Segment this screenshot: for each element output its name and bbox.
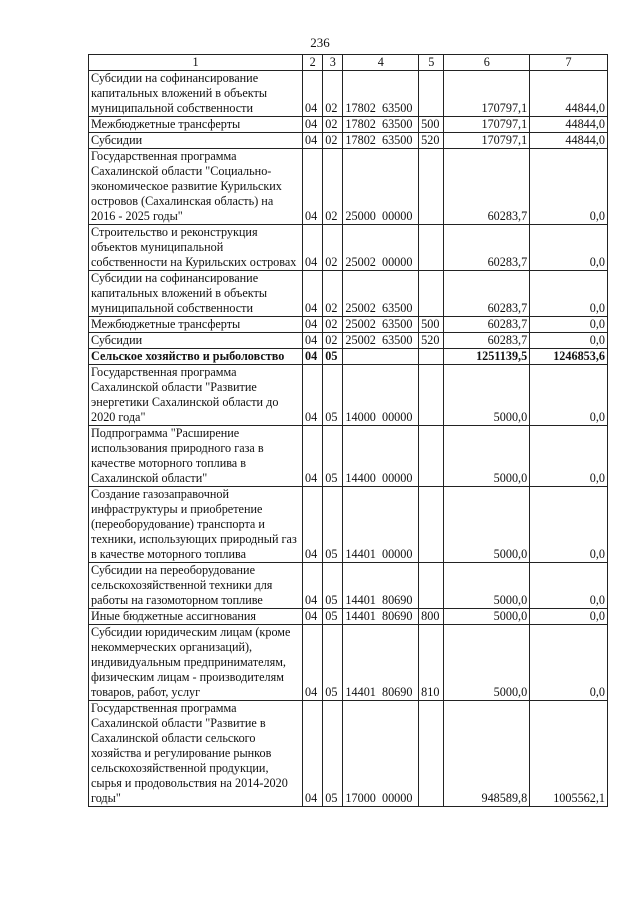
section-code: 04: [303, 349, 323, 365]
target-article-code: 17802 63500: [343, 133, 419, 149]
row-name: Субсидии на софинансирование капитальных вложений в объекты муниципальной собственности: [89, 71, 303, 117]
subsection-code: 02: [323, 271, 343, 317]
amount-year-2: 44844,0: [530, 117, 608, 133]
row-name: Субсидии на переоборудование сельскохозяйственной техники для работы на газомоторном топливе: [89, 563, 303, 609]
expense-type-code: [419, 426, 444, 487]
section-code: 04: [303, 365, 323, 426]
section-code: 04: [303, 317, 323, 333]
header-cell: 2: [303, 55, 323, 71]
table-row: [89, 271, 608, 317]
expense-type-code: 800: [419, 609, 444, 625]
table-row: [89, 563, 608, 609]
expense-type-code: 520: [419, 333, 444, 349]
header-cell: 7: [530, 55, 608, 71]
target-article-code: 25002 00000: [343, 225, 419, 271]
target-article-code: 17000 00000: [343, 701, 419, 807]
table-row: [89, 349, 608, 365]
row-name: Государственная программа Сахалинской области "Развитие в Сахалинской области сельского хозяйства и регулирование рынков сельскохозяйственной продукции, сырья и продовольствия на 2014-2020 годы": [89, 701, 303, 807]
amount-year-1: 60283,7: [444, 333, 530, 349]
table-row: [89, 625, 608, 701]
row-name: Иные бюджетные ассигнования: [89, 609, 303, 625]
section-code: 04: [303, 71, 323, 117]
subsection-code: 02: [323, 317, 343, 333]
subsection-code: 05: [323, 609, 343, 625]
header-cell: 1: [89, 55, 303, 71]
amount-year-1: 170797,1: [444, 71, 530, 117]
amount-year-1: 5000,0: [444, 563, 530, 609]
amount-year-2: 0,0: [530, 149, 608, 225]
expense-type-code: [419, 365, 444, 426]
subsection-code: 05: [323, 365, 343, 426]
amount-year-2: 1246853,6: [530, 349, 608, 365]
row-name: Государственная программа Сахалинской области "Развитие энергетики Сахалинской области до 2020 года": [89, 365, 303, 426]
amount-year-1: 60283,7: [444, 225, 530, 271]
amount-year-2: 0,0: [530, 609, 608, 625]
subsection-code: 05: [323, 487, 343, 563]
amount-year-1: 60283,7: [444, 149, 530, 225]
amount-year-2: 0,0: [530, 563, 608, 609]
expense-type-code: [419, 71, 444, 117]
amount-year-1: 60283,7: [444, 317, 530, 333]
target-article-code: 14401 80690: [343, 563, 419, 609]
table-row: [89, 133, 608, 149]
row-name: Субсидии на софинансирование капитальных вложений в объекты муниципальной собственности: [89, 271, 303, 317]
amount-year-2: 44844,0: [530, 71, 608, 117]
amount-year-2: 0,0: [530, 487, 608, 563]
amount-year-1: 170797,1: [444, 133, 530, 149]
amount-year-1: 948589,8: [444, 701, 530, 807]
section-code: 04: [303, 117, 323, 133]
header-cell: 4: [343, 55, 419, 71]
amount-year-1: 5000,0: [444, 426, 530, 487]
expense-type-code: [419, 487, 444, 563]
expense-type-code: 520: [419, 133, 444, 149]
section-code: 04: [303, 271, 323, 317]
section-code: 04: [303, 487, 323, 563]
amount-year-2: 0,0: [530, 271, 608, 317]
subsection-code: 02: [323, 71, 343, 117]
row-name: Сельское хозяйство и рыболовство: [89, 349, 303, 365]
expense-type-code: [419, 701, 444, 807]
page-number: 236: [310, 35, 330, 50]
section-code: 04: [303, 563, 323, 609]
subsection-code: 05: [323, 563, 343, 609]
row-name: Субсидии юридическим лицам (кроме некоммерческих организаций), индивидуальным предпринимателям, физическим лицам - производителям товаров, работ, услуг: [89, 625, 303, 701]
amount-year-1: 60283,7: [444, 271, 530, 317]
target-article-code: 25002 63500: [343, 271, 419, 317]
row-name: Государственная программа Сахалинской области "Социально-экономическое развитие Курильских островов (Сахалинская область) на 2016 - 2025 годы": [89, 149, 303, 225]
expense-type-code: [419, 563, 444, 609]
table-body: [89, 71, 608, 807]
row-name: Субсидии: [89, 133, 303, 149]
target-article-code: 14000 00000: [343, 365, 419, 426]
amount-year-2: 44844,0: [530, 133, 608, 149]
amount-year-1: 1251139,5: [444, 349, 530, 365]
section-code: 04: [303, 225, 323, 271]
subsection-code: 02: [323, 133, 343, 149]
target-article-code: 17802 63500: [343, 71, 419, 117]
header-cell: 3: [323, 55, 343, 71]
section-code: 04: [303, 133, 323, 149]
section-code: 04: [303, 625, 323, 701]
amount-year-2: 0,0: [530, 333, 608, 349]
table-row: [89, 117, 608, 133]
target-article-code: 14401 80690: [343, 609, 419, 625]
expense-type-code: [419, 271, 444, 317]
table-row: [89, 333, 608, 349]
section-code: 04: [303, 333, 323, 349]
amount-year-2: 0,0: [530, 625, 608, 701]
target-article-code: 17802 63500: [343, 117, 419, 133]
target-article-code: 25002 63500: [343, 317, 419, 333]
amount-year-1: 170797,1: [444, 117, 530, 133]
subsection-code: 02: [323, 149, 343, 225]
section-code: 04: [303, 701, 323, 807]
table-row: [89, 487, 608, 563]
table-row: [89, 149, 608, 225]
subsection-code: 02: [323, 225, 343, 271]
target-article-code: 14401 00000: [343, 487, 419, 563]
row-name: Межбюджетные трансферты: [89, 117, 303, 133]
header-cell: 6: [444, 55, 530, 71]
subsection-code: 02: [323, 333, 343, 349]
table-row: [89, 71, 608, 117]
expense-type-code: [419, 149, 444, 225]
subsection-code: 05: [323, 349, 343, 365]
target-article-code: 25000 00000: [343, 149, 419, 225]
row-name: Создание газозаправочной инфраструктуры и приобретение (переоборудование) транспорта и техники, использующих природный газ в качестве моторного топлива: [89, 487, 303, 563]
amount-year-2: 0,0: [530, 225, 608, 271]
subsection-code: 05: [323, 625, 343, 701]
subsection-code: 02: [323, 117, 343, 133]
amount-year-1: 5000,0: [444, 625, 530, 701]
target-article-code: 14401 80690: [343, 625, 419, 701]
subsection-code: 05: [323, 426, 343, 487]
header-cell: 5: [419, 55, 444, 71]
section-code: 04: [303, 149, 323, 225]
amount-year-2: 0,0: [530, 426, 608, 487]
amount-year-1: 5000,0: [444, 365, 530, 426]
subsection-code: 05: [323, 701, 343, 807]
expense-type-code: [419, 349, 444, 365]
section-code: 04: [303, 609, 323, 625]
row-name: Субсидии: [89, 333, 303, 349]
amount-year-1: 5000,0: [444, 487, 530, 563]
expense-type-code: [419, 225, 444, 271]
table-row: [89, 365, 608, 426]
header-row: [89, 55, 608, 71]
amount-year-2: 1005562,1: [530, 701, 608, 807]
row-name: Межбюджетные трансферты: [89, 317, 303, 333]
target-article-code: [343, 349, 419, 365]
table-row: [89, 317, 608, 333]
amount-year-2: 0,0: [530, 317, 608, 333]
target-article-code: 14400 00000: [343, 426, 419, 487]
row-name: Подпрограмма "Расширение использования природного газа в качестве моторного топлива в Сахалинской области": [89, 426, 303, 487]
section-code: 04: [303, 426, 323, 487]
expense-type-code: 500: [419, 117, 444, 133]
table-row: [89, 609, 608, 625]
amount-year-1: 5000,0: [444, 609, 530, 625]
amount-year-2: 0,0: [530, 365, 608, 426]
row-name: Строительство и реконструкция объектов муниципальной собственности на Курильских островах: [89, 225, 303, 271]
budget-table: [88, 54, 608, 807]
table-row: [89, 225, 608, 271]
table-row: [89, 701, 608, 807]
expense-type-code: 810: [419, 625, 444, 701]
target-article-code: 25002 63500: [343, 333, 419, 349]
expense-type-code: 500: [419, 317, 444, 333]
table-row: [89, 426, 608, 487]
